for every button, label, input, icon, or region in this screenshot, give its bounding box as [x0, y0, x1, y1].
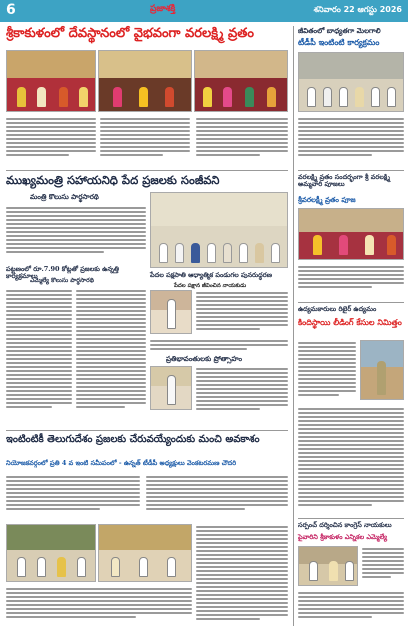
main-article-text-2 — [100, 116, 190, 166]
byline1-sub: ఎమ్మెల్యే కొలుసు పార్థసారథి — [30, 277, 94, 284]
right3-text-left — [298, 340, 356, 402]
main-article-text-3 — [196, 116, 288, 166]
mid-col-text-1b — [150, 338, 288, 352]
main-article-text-1 — [6, 116, 96, 166]
mid-col-photo-2 — [150, 366, 192, 410]
main-photo-left — [6, 50, 96, 112]
divider — [298, 302, 404, 303]
column-divider — [293, 26, 294, 626]
right2-headline: వరలక్ష్మి వ్రతం సందర్భంగా శ్రీ వరలక్ష్మి అమ్మవారి పూజలు — [298, 173, 390, 189]
tdp-text-1 — [6, 474, 140, 520]
byline1-text-left — [6, 288, 72, 412]
page-header-bar — [0, 0, 408, 22]
right2-photo — [298, 208, 404, 260]
tdp-photo-2 — [98, 524, 192, 582]
tdp-text-2 — [146, 474, 288, 520]
right3-sub: కిందిస్థాయి లీడింగ్ కేసుల నిమిత్తం — [298, 317, 402, 327]
byline1-heading: పట్టణంలో రూ.7.90 కోట్లతో ప్రజలకు ఉన్నత్తి కార్యక్రమాలు — [6, 265, 119, 281]
right4-headline: సర్పంచ్ దర్శించిన కాంగ్రెస్ నాయకులు — [298, 521, 392, 529]
mid-col-heading-2: ప్రతిభావంతులకు ప్రోత్సాహం — [166, 354, 243, 363]
right1-headline: జీవితంలో బాధ్యతగా మెలగాలి — [298, 26, 381, 35]
tdp-headline: ఇంటింటికీ తెలుగుదేశం ప్రజలకు చేరువయ్యేందుకు మంచి అవకాశం — [6, 434, 260, 445]
page-number: 6 — [6, 2, 16, 18]
right3-headline: ఉద్యమకారులు రిటైర్ ఉద్యమం — [298, 305, 377, 313]
masthead: ప్రజాశక్తి — [150, 4, 176, 14]
mid-col-text-1 — [196, 290, 288, 340]
right2-sub: శ్రీవరలక్ష్మీ వ్రతం పూజ — [298, 195, 356, 204]
minister-article-text — [6, 205, 146, 263]
tdp-text-3 — [196, 524, 288, 624]
tdp-subhead: నియోజకవర్గంలో ప్రతి 4 వ ఇంటి సమీపంలో - ఉన్నత్ టీడీపీ అధ్యక్షులు వెంకటరమణ చౌదరి — [6, 459, 237, 467]
mid-col-text-2 — [196, 366, 288, 426]
divider — [6, 170, 288, 171]
right4-text-side — [362, 546, 404, 586]
right3-photo — [360, 340, 404, 400]
main-photo-right — [194, 50, 288, 112]
minister-photo — [150, 192, 288, 268]
divider — [6, 430, 288, 431]
tdp-text-4 — [6, 586, 192, 626]
right1-sub: టీడీపీ ఇంటింటి కార్యక్రమం — [298, 37, 380, 47]
right1-text — [298, 116, 404, 166]
main-headline: శ్రీకాకుళంలో దేవస్థానంలో వైభవంగా వరలక్ష్మి వ్రతం — [6, 26, 254, 41]
right4-photo — [298, 546, 358, 586]
main-photo-center — [98, 50, 192, 112]
right2-text — [298, 264, 404, 298]
minister-subhead: మంత్రి కొలుసు పార్థసారథి — [30, 192, 99, 201]
mid-col-photo-1 — [150, 290, 192, 334]
issue-date: శనివారం 22 ఆగస్టు 2026 — [313, 5, 402, 14]
right4-text — [298, 590, 404, 626]
minister-headline: ముఖ్యమంత్రి సహాయనిధి పేద ప్రజలకు సంజీవని — [6, 173, 220, 187]
tdp-photo-1 — [6, 524, 96, 582]
right4-sub: పైవారిని శ్రీకాకుళం ఎన్నికల ఎమ్మెల్యే — [298, 533, 388, 541]
mid-col-sub-1: పేదల పక్షాన జీవించిన నాయకుడు — [174, 283, 247, 289]
mid-col-heading-1: పేదల పక్షపాతి ఆధ్యాత్మిక పండుగల పునరుద్ధరణ — [150, 271, 272, 279]
divider — [298, 170, 404, 171]
right1-photo — [298, 52, 404, 112]
divider — [298, 518, 404, 519]
right3-text — [298, 406, 404, 514]
byline1-text-mid — [76, 288, 146, 412]
